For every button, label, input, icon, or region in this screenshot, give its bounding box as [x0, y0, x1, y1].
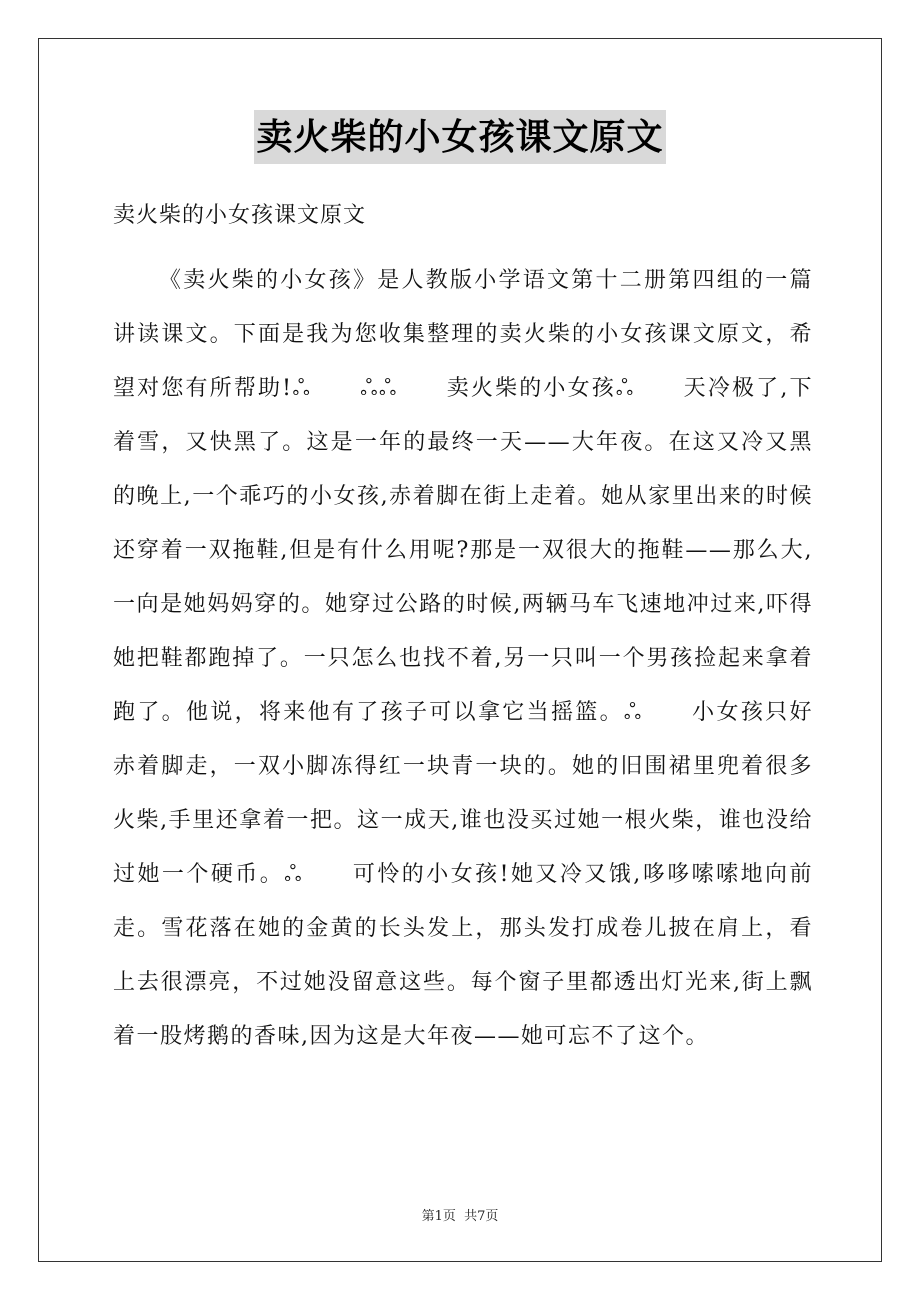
title-container [0, 110, 920, 164]
page-footer [0, 1205, 920, 1224]
page-title: 卖火柴的小女孩课文原文 [254, 110, 665, 164]
document-subtitle: 卖火柴的小女孩课文原文 [113, 203, 367, 228]
page-total: 共7页 [464, 1209, 499, 1224]
body-paragraph: 《卖火柴的小女孩》是人教版小学语文第十二册第四组的一篇讲读课文。下面是我为您收集整理的卖火柴的小女孩课文原文，希望对您有所帮助!ஃ ஃஃ 卖火柴的小女孩ஃ 天冷极了,下着雪，又快黑了。这是一年的最终一天——大年夜。在这又冷又黑的晚上,一个乖巧的小女孩,赤着脚在街上走着。她从家里出来的时候还穿着一双拖鞋,但是有什么用呢?那是一双很大的拖鞋——那么大,一向是她妈妈穿的。她穿过公路的时候,两辆马车飞速地冲过来,吓得她把鞋都跑掉了。一只怎么也找不着,另一只叫一个男孩捡起来拿着跑了。他说，将来他有了孩子可以拿它当摇篮。ஃ 小女孩只好赤着脚走，一双小脚冻得红一块青一块的。她的旧围裙里兜着很多火柴,手里还拿着一把。这一成天,谁也没买过她一根火柴，谁也没给过她一个硬币。ஃ 可怜的小女孩!她又冷又饿,哆哆嗦嗦地向前走。雪花落在她的金黄的长头发上，那头发打成卷儿披在肩上，看上去很漂亮，不过她没留意这些。每个窗子里都透出灯光来,街上飘着一股烤鹅的香味,因为这是大年夜——她可忘不了这个。 [113, 268, 813, 1049]
page-number: 第1页 [421, 1209, 456, 1224]
